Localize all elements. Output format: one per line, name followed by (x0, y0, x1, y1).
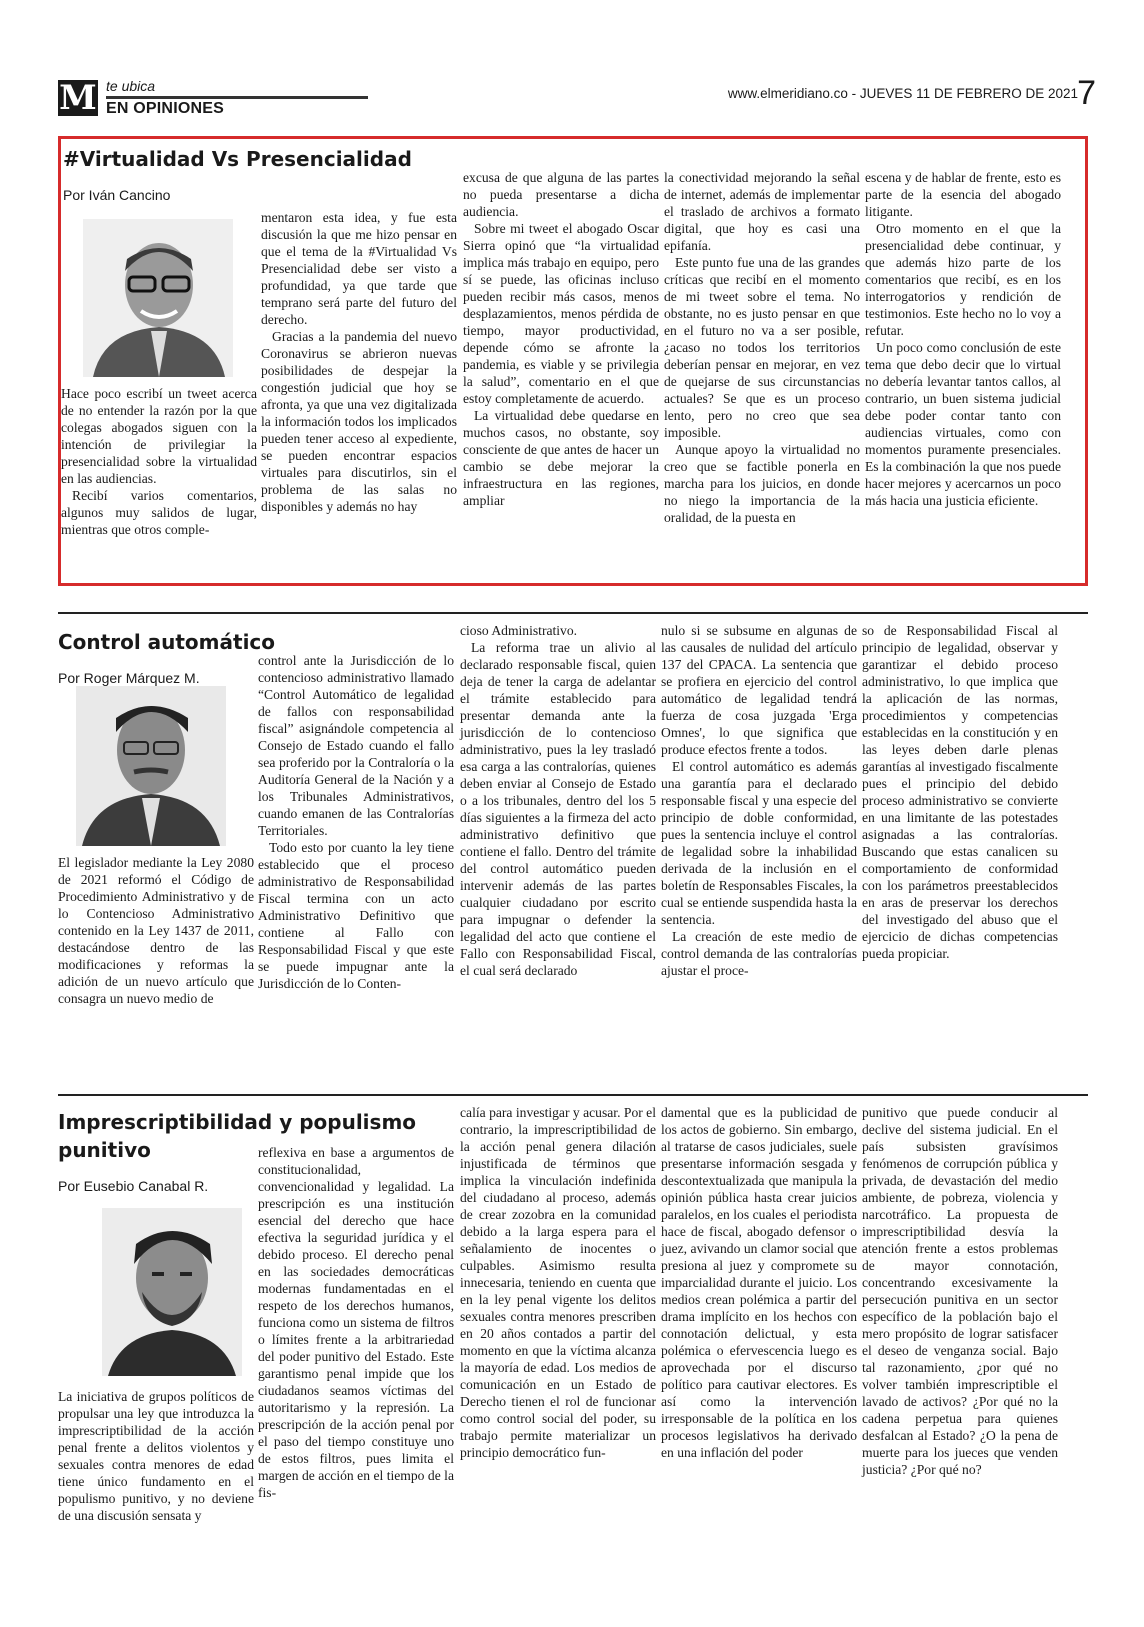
article-byline: Por Iván Cancino (63, 187, 171, 203)
article-control-automatico (58, 622, 1088, 1078)
article-virtualidad (58, 136, 1088, 586)
article-column: mentaron esta idea, y fue esta discusión la que me hizo pensar en que el tema de la #Virtualidad Vs Presencialidad debe ser visto a profundidad, ya que tarde que temprano será parte del futuro del derecho. Gracias a la pandemia del nuevo Coronavirus se abrieron nuevas posibilidades de despejar la congestión judicial que hoy se afronta, ya que una vez digitalizada la información todos los implicados pueden tener acceso al expediente, se pueden encontrar espacios virtuales para discutirlos, sin el problema de las salas no disponibles y además no hay (261, 210, 457, 514)
header-tagline: te ubica (106, 78, 156, 94)
article-column: la conectividad mejorando la señal de internet, además de implementar el traslado de archivos a formato digital, que hoy es casi una epifanía. Este punto fue una de las grandes críticas que recibí en el momento de mi tweet sobre el tema. No obstante, no es justo pensar en que en el futuro no va a ser posible, ¿acaso no todos los territorios deberían pensar en mejorar, en vez de quejarse de sus circunstancias actuales? Se que es un proceso lento, pero no creo que sea imposible. Aunque apoyo la virtualidad no creo que se factible ponerla en marcha para los juicios, en donde no niego la importancia de la oralidad, de la puesta en (664, 170, 860, 525)
section-divider (58, 612, 1088, 614)
date-line: www.elmeridiano.co - JUEVES 11 DE FEBRERO DE 2021 (727, 86, 1078, 101)
article-byline: Por Roger Márquez M. (58, 670, 200, 686)
author-photo (83, 219, 233, 377)
article-column: control ante la Jurisdicción de lo contencioso administrativo llamado “Control Automático de legalidad de fallos con responsabilidad fiscal” asignándole competencia al Consejo de Estado cuando el fallo sea proferido por la Contraloría o la Auditoría General de la Nación y a los Tribunales Administrativos, cuando emanen de las Contralorías Territoriales. Todo esto por cuanto la ley tiene establecido que el proceso administrativo de Responsabilidad Fiscal termina con un acto Administrativo Definitivo que contiene al Fallo con Responsabilidad Fiscal y que este se puede impugnar ante la Jurisdicción de lo Conten- (258, 653, 454, 991)
article-column: damental que es la publicidad de los actos de gobierno. Sin embargo, al tratarse de casos judiciales, suele presentarse información sesgada y descontextualizada que manipula la opinión pública hasta crear juicios paralelos, en los cuales el periodista hace de fiscal, abogado defensor o juez, avivando un clamor social que presiona al juez y compromete su imparcialidad durante el juicio. Los medios crean polémica a partir del drama implícito en los hechos con connotación delictual, y esta polémica o efervescencia luego es aprovechada por el discurso político para cautivar electores. Es así como la intervención irresponsable de la política en los procesos legislativos ha derivado en una inflación del poder (661, 1105, 857, 1460)
article-title: Control automático (58, 630, 276, 654)
article-column: nulo si se subsume en algunas de las causales de nulidad del artículo 137 del CPACA. La sentencia que se profiera en ejercicio del control automático de legalidad tendrá fuerza de cosa juzgada 'Erga Omnes', lo que significa que produce efectos frente a todos. El control automático es además una garantía para el declarado responsable fiscal y una especie del principio de doble conformidad, pues la sentencia incluye el control de legalidad sobre la inhabilidad derivada de la inclusión en el boletín de Responsables Fiscales, la cual se entiende suspendida hasta la sentencia. La creación de este medio de control demanda de las contralorías ajustar el proce- (661, 623, 857, 978)
article-column: excusa de que alguna de las partes no pueda presentarse a dicha audiencia. Sobre mi tweet el abogado Oscar Sierra opinó que “la virtualidad implica más trabajo en equipo, pero sí se puede, las oficinas incluso pueden recibir más casos, menos desplazamientos, menos pérdida de tiempo, mayor productividad, depende cómo se afronte la pandemia, es viable y se privilegia la salud”, comentario en el que estoy completamente de acuerdo. La virtualidad debe quedarse en muchos casos, no obstante, soy consciente de que antes de hacer un cambio se debe mejorar la infraestructura en las regiones, ampliar (463, 170, 659, 508)
article-column: reflexiva en base a argumentos de constitucionalidad, convencionalidad y legalidad. La prescripción es una institución esencial del derecho que hace efectiva la seguridad jurídica y el debido proceso. El derecho penal en las sociedades democráticas modernas fundamentadas en el respeto de los derechos humanos, funciona como un sistema de filtros o límites frente a la arbitrariedad del poder punitivo del Estado. Este garantismo penal impide que los ciudadanos seamos víctimas del autoritarismo y la represión. La prescripción de la acción penal por el paso del tiempo constituye uno de estos filtros, pues limita el margen de acción en el tiempo de la fis- (258, 1145, 454, 1500)
section-name: EN OPINIONES (106, 100, 224, 117)
article-column: so de Responsabilidad Fiscal al principio de legalidad, observar y garantizar el debido proceso administrativo, lo que implica que la aplicación de las normas, procedimientos y competencias establecidas en la constitución y en las leyes deben darle plenas garantías al investigado fiscalmente pues el principio del debido proceso administrativo se convierte en una limitante de las potestades asignadas a las contralorías. Buscando que estas canalicen su comportamiento de conformidad con los parámetros preestablecidos en aras de preservar los derechos del investigado del abuso que el ejercicio de dichas competencias pueda propiciar. (862, 623, 1058, 961)
article-byline: Por Eusebio Canabal R. (58, 1178, 209, 1194)
article-imprescriptibilidad (58, 1104, 1088, 1574)
author-photo (76, 686, 226, 846)
page-number: 7 (1077, 74, 1096, 112)
author-photo (102, 1208, 242, 1376)
article-column: escena y de hablar de frente, esto es parte de la esencia del abogado litigante. Otro momento en el que la presencialidad debe continuar, y que además hizo parte de los comentarios que recibí, es en los interrogatorios y rendición de testimonios. Este hecho no lo voy a refutar. Un poco como conclusión de este tema que debo decir que lo virtual no debería levantar tantos callos, al contrario, un buen sistema judicial debe poder contar tanto con audiencias virtuales, como con momentos puramente presenciales. Es la combinación la que nos puede hacer mejores y acercarnos un poco más hacia una justicia eficiente. (865, 170, 1061, 508)
article-column: cioso Administrativo. La reforma trae un alivio al declarado responsable fiscal, quien deja de tener la carga de adelantar el trámite establecido para presentar demanda ante la jurisdicción de lo contencioso administrativo, pues la ley trasladó esa carga a las contralorías, quienes deben enviar al Consejo de Estado o a los tribunales, dentro del los 5 días siguientes a la firmeza del acto administrativo definitivo que contiene el fallo. Dentro del trámite del control automático pueden intervenir además de las partes cualquier ciudadano por escrito para impugnar o defender la legalidad del acto que contiene el Fallo con Responsabilidad Fiscal, el cual será declarado (460, 623, 656, 978)
article-column: El legislador mediante la Ley 2080 de 2021 reformó el Código de Procedimiento Administrativo y de lo Contencioso Administrativo contenido en la Ley 1437 de 2011, destacándose dentro de las modificaciones y reformas la adición de un nuevo artículo que consagra un nuevo medio de (58, 855, 254, 1006)
article-column: punitivo que puede conducir al declive del sistema judicial. En el país subsisten gravísimos fenómenos de corrupción pública y privada, de devastación del medio ambiente, de pobreza, violencia y narcotráfico. La propuesta de imprescriptibilidad desvía la atención frente a estos problemas de mayor connotación, concentrando excesivamente la persecución punitiva en un sector específico de la población bajo el mero propósito de lograr satisfacer el deseo de venganza social. Bajo tal razonamiento, ¿por qué no volver también imprescriptible el lavado de activos? ¿Por qué no la cadena perpetua para quienes desfalcan al Estado? ¿O la pena de muerte para los jueces que venden justicia? ¿Por qué no? (862, 1105, 1058, 1477)
header-rule (106, 96, 368, 99)
newspaper-logo: M (59, 78, 97, 118)
article-title: Imprescriptibilidad y populismo punitivo (58, 1110, 417, 1162)
page-header (58, 74, 1096, 124)
section-divider (58, 1094, 1088, 1096)
article-column: calía para investigar y acusar. Por el contrario, la imprescriptibilidad de la acción penal genera dilación injustificada de términos que implica la vinculación indefinida del ciudadano al proceso, además de crear zozobra en la comunidad debido a la larga espera para el señalamiento de inocentes o culpables. Asimismo resulta innecesaria, teniendo en cuenta que en la ley penal vigente los delitos sexuales contra menores prescriben en 20 años contados a partir del momento en que la víctima alcanza la mayoría de edad. Los medios de comunicación en un Estado de Derecho tienen el rol de funcionar como control social del poder, su trabajo permite materializar un principio democrático fun- (460, 1105, 656, 1460)
article-column: Hace poco escribí un tweet acerca de no entender la razón por la que colegas abogados siguen con la intención de privilegiar la presencialidad sobre la virtualidad en las audiencias. Recibí varios comentarios, algunos muy salidos de lugar, mientras que otros comple- (61, 386, 257, 537)
article-column: La iniciativa de grupos políticos de propulsar una ley que introduzca la imprescriptibilidad de la acción penal frente a delitos violentos y sexuales contra menores de edad tiene único fundamento en el populismo punitivo, y no deviene de una discusión sensata y (58, 1389, 254, 1523)
article-title: #Virtualidad Vs Presencialidad (63, 147, 412, 171)
